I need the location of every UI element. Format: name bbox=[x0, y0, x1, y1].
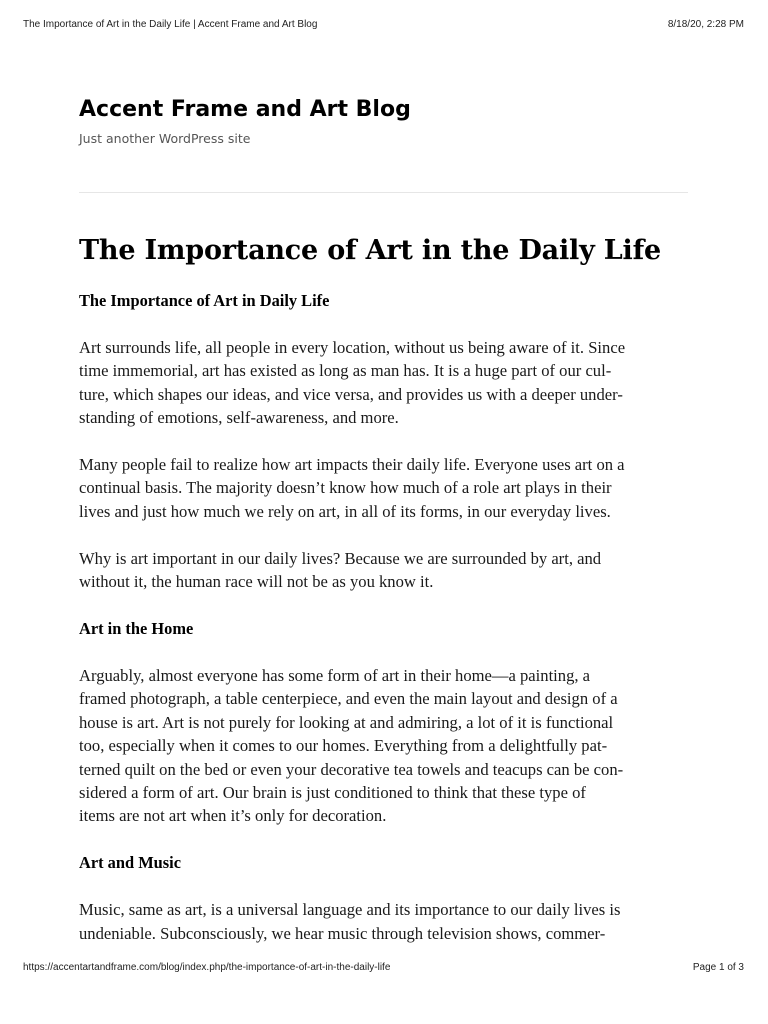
header-divider bbox=[79, 192, 688, 193]
site-description: Just another WordPress site bbox=[79, 131, 251, 146]
print-footer-page-number: Page 1 of 3 bbox=[692, 962, 744, 973]
paragraph-line: Art surrounds life, all people in every location, without us being aware of it. Since bbox=[79, 337, 626, 357]
paragraph-line: Why is art important in our daily lives? Because we are surrounded by art, and bbox=[79, 548, 602, 568]
section-heading-music: Art and Music bbox=[79, 853, 181, 873]
paragraph-line: undeniable. Subconsciously, we hear music through television shows, commer- bbox=[79, 923, 606, 943]
site-title[interactable]: Accent Frame and Art Blog bbox=[79, 97, 411, 122]
paragraph-line: continual basis. The majority doesn’t know how much of a role art plays in their bbox=[79, 478, 612, 498]
article-title: The Importance of Art in the Daily Life bbox=[79, 235, 662, 266]
paragraph-line: standing of emotions, self-awareness, and more. bbox=[79, 408, 399, 428]
paragraph-line: ture, which shapes our ideas, and vice versa, and provides us with a deeper under- bbox=[79, 384, 623, 404]
paragraph-line: Many people fail to realize how art impacts their daily life. Everyone uses art on a bbox=[79, 455, 625, 475]
paragraph-line: lives and just how much we rely on art, in all of its forms, in our everyday lives. bbox=[79, 501, 611, 521]
paragraph-line: house is art. Art is not purely for looking at and admiring, a lot of it is functional bbox=[79, 712, 614, 732]
print-header-datetime: 8/18/20, 2:28 PM bbox=[667, 19, 744, 30]
paragraph-line: too, especially when it comes to our homes. Everything from a delightfully pat- bbox=[79, 736, 608, 756]
article bbox=[79, 232, 691, 945]
paragraph-line: without it, the human race will not be as you know it. bbox=[79, 572, 434, 592]
paragraph-line: terned quilt on the bed or even your decorative tea towels and teacups can be con- bbox=[79, 759, 624, 779]
article-paragraph-4 bbox=[79, 664, 691, 828]
paragraph-line: time immemorial, art has existed as long as man has. It is a huge part of our cul- bbox=[79, 361, 612, 381]
section-heading-home: Art in the Home bbox=[79, 619, 194, 639]
paragraph-line: framed photograph, a table centerpiece, and even the main layout and design of a bbox=[79, 689, 618, 709]
print-header-page-title: The Importance of Art in the Daily Life | Accent Frame and Art Blog bbox=[23, 19, 318, 30]
page-bottom-margin bbox=[0, 944, 768, 958]
paragraph-line: Music, same as art, is a universal language and its importance to our daily lives is bbox=[79, 900, 621, 920]
paragraph-line: Arguably, almost everyone has some form of art in their home—a painting, a bbox=[79, 665, 591, 685]
article-intro-heading: The Importance of Art in Daily Life bbox=[79, 291, 330, 310]
article-paragraph-5 bbox=[79, 898, 691, 945]
article-paragraph-1 bbox=[79, 336, 691, 430]
article-paragraph-3 bbox=[79, 547, 691, 594]
paragraph-line: items are not art when it’s only for decoration. bbox=[79, 806, 387, 826]
article-paragraph-2 bbox=[79, 453, 691, 523]
print-footer-url[interactable]: https://accentartandframe.com/blog/index.php/the-importance-of-art-in-the-daily-life bbox=[23, 962, 391, 973]
paragraph-line: sidered a form of art. Our brain is just conditioned to think that these type of bbox=[79, 783, 586, 802]
